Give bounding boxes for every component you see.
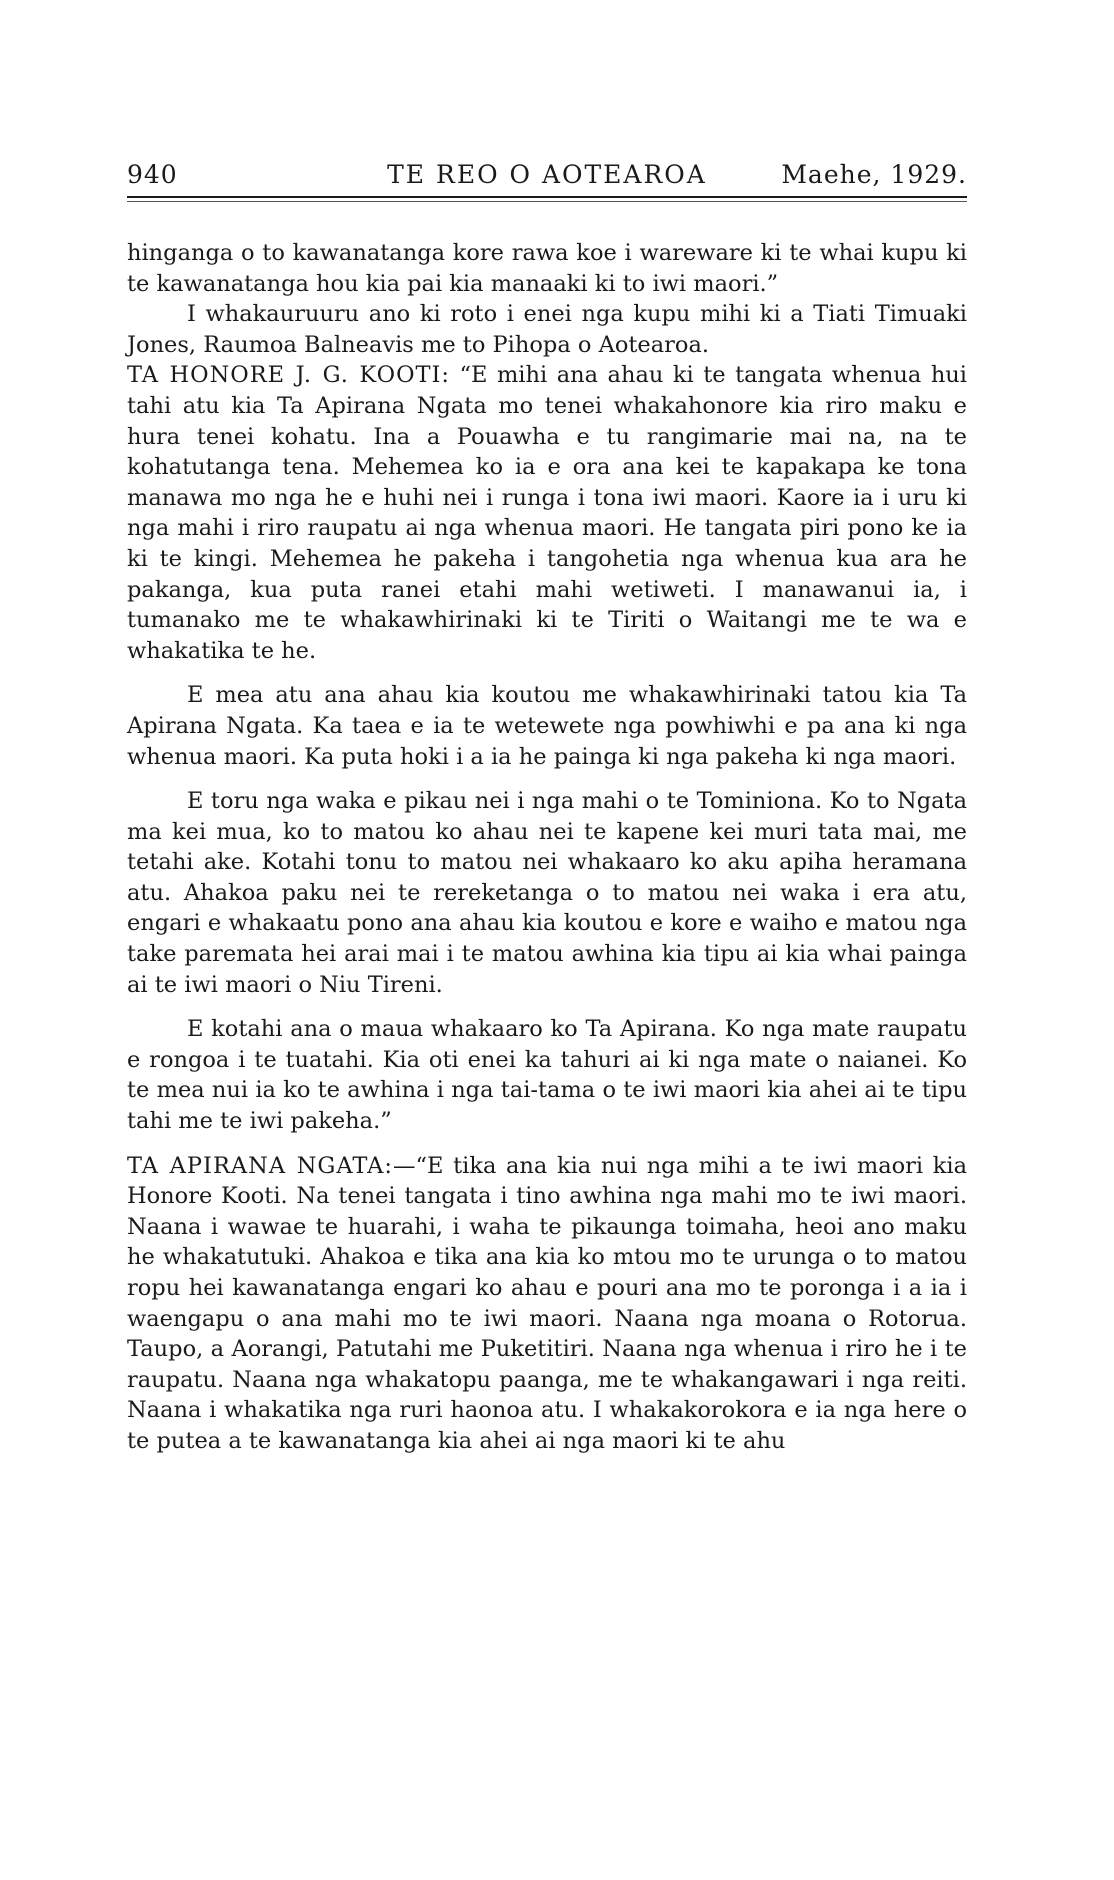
article-body (127, 238, 967, 1457)
header-rule-thin (127, 201, 967, 202)
paragraph (127, 680, 967, 772)
paragraph-text: E kotahi ana o maua whakaaro ko Ta Apirana. Ko nga mate raupatu e rongoa i te tuatahi. Kia oti enei ka tahuri ai ki nga mate o naianei. Ko te mea nui ia ko te awhina i nga tai-tama o te iwi maori kia ahei ai te tipu tahi me te iwi pakeha.” (127, 1016, 967, 1135)
paragraph-text: —“E tika ana kia nui nga mihi a te iwi maori kia Honore Kooti. Na tenei tangata i tino awhina nga mahi mo te iwi maori. Naana i wawae te huarahi, i waha te pikaunga toimaha, heoi ano maku he whakatutuki. Ahakoa e tika ana kia ko mtou mo te urunga o to matou ropu hei kawanatanga engari ko ahau e pouri ana mo te poronga i a ia i waengapu o ana mahi mo te iwi maori. Naana nga moana o Rotorua. Taupo, a Aorangi, Patutahi me Puketitiri. Naana nga whenua i riro he i te raupatu. Naana nga whakatopu paanga, me te whakangawari i nga reiti. Naana i whakatika nga ruri haonoa atu. I whakakorokora e ia nga here o te putea a te kawanatanga kia ahei ai nga maori ki te ahu (127, 1152, 967, 1454)
header-rule (127, 196, 967, 198)
paragraph (127, 238, 967, 299)
paragraph (127, 360, 967, 666)
paragraph-text: I whakauruuru ano ki roto i enei nga kupu mihi ki a Tiati Timuaki Jones, Raumoa Balneavis me to Pihopa o Aotearoa. (127, 301, 967, 358)
paragraph-text: E mea atu ana ahau kia koutou me whakawhirinaki tatou kia Ta Apirana Ngata. Ka taea e ia te wetewete nga powhiwhi e pa ana ki nga whenua maori. Ka puta hoki i a ia he painga ki nga pakeha ki nga maori. (127, 682, 967, 770)
speaker-name: TA APIRANA NGATA: (127, 1152, 394, 1179)
page-header (127, 160, 967, 198)
paragraph (127, 786, 967, 1000)
paragraph (127, 1014, 967, 1136)
paragraph (127, 1151, 967, 1457)
paragraph-text: hinganga o to kawanatanga kore rawa koe i wareware ki te whai kupu ki te kawanatanga hou kia pai kia manaaki ki to iwi maori.” (127, 240, 967, 297)
running-title: TE REO O AOTEAROA (387, 160, 707, 189)
speaker-name: TA HONORE J. G. KOOTI: (127, 362, 450, 389)
issue-date: Maehe, 1929. (781, 160, 967, 189)
paragraph-text: E toru nga waka e pikau nei i nga mahi o te Tominiona. Ko to Ngata ma kei mua, ko to matou ko ahau nei te kapene kei muri tata mai, me tetahi ake. Kotahi tonu to matou nei whakaaro ko aku apiha heramana atu. Ahakoa paku nei te rereketanga o to matou nei waka i era atu, engari e whakaatu pono ana ahau kia koutou e kore e waiho e matou nga take paremata hei arai mai i te matou awhina kia tipu ai kia whai painga ai te iwi maori o Niu Tireni. (127, 788, 967, 998)
paragraph (127, 299, 967, 360)
page-number: 940 (127, 160, 178, 189)
paragraph-text: “E mihi ana ahau ki te tangata whenua hui tahi atu kia Ta Apirana Ngata mo tenei whakahonore kia riro maku e hura tenei kohatu. Ina a Pouawha e tu rangimarie mai na, na te kohatutanga tena. Mehemea ko ia e ora ana kei te kapakapa ke tona manawa mo nga he e huhi nei i runga i tona iwi maori. Kaore ia i uru ki nga mahi i riro raupatu ai nga whenua maori. He tangata piri pono ke ia ki te kingi. Mehemea he pakeha i tangohetia nga whenua kua ara he pakanga, kua puta ranei etahi mahi wetiweti. I manawanui ia, i tumanako me te whakawhirinaki ki te Tiriti o Waitangi me te wa e whakatika te he. (127, 362, 967, 664)
